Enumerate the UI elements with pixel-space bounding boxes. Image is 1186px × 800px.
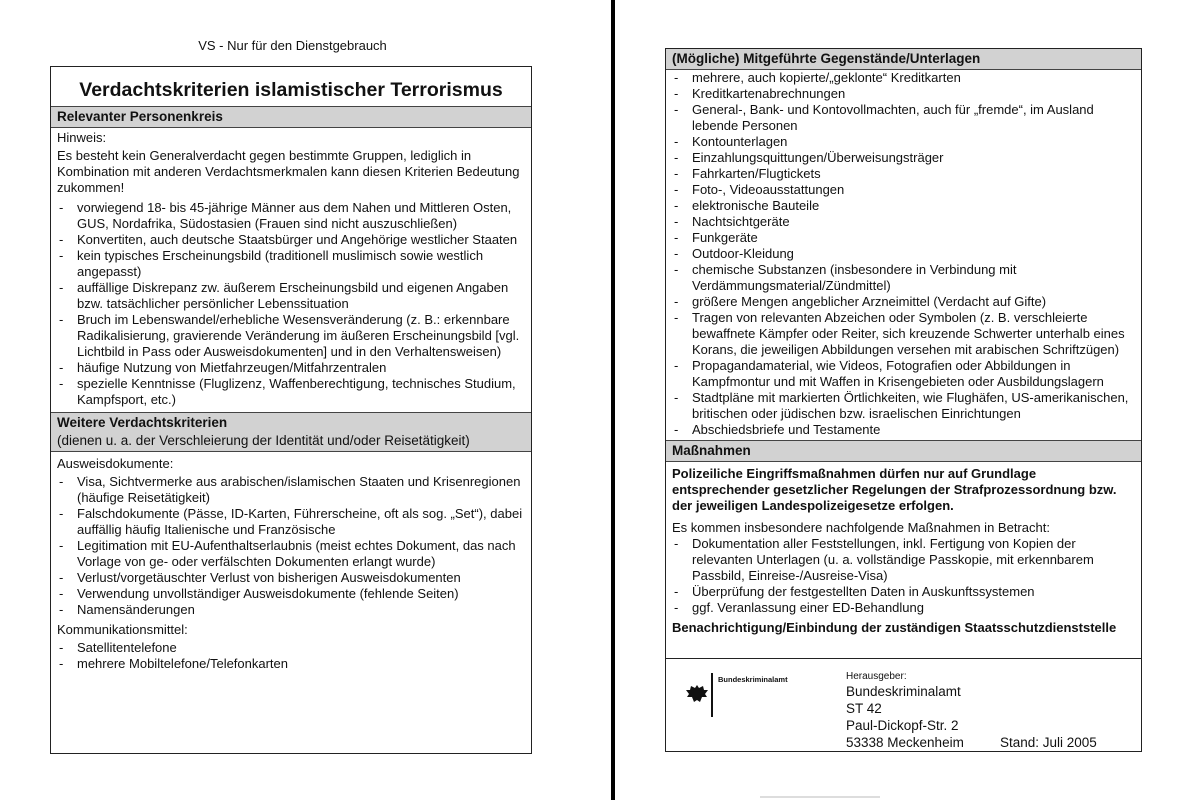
page-divider bbox=[611, 0, 615, 800]
massnahmen-closing: Benachrichtigung/Einbindung der zuständigen Staatsschutzdienststelle bbox=[672, 620, 1117, 635]
hinweis-text: Es besteht kein Generalverdacht gegen bestimmte Gruppen, lediglich in Kombination mit anderen Verdachtsmerkmalen kann diesen Kriterien Bedeutung zukommen! bbox=[57, 148, 520, 195]
list-item: - General-, Bank- und Kontovollmachten, auch für „fremde“, im Ausland lebende Personen bbox=[672, 102, 1135, 134]
list-item: - Outdoor-Kleidung bbox=[672, 246, 1135, 262]
list-item: - Visa, Sichtvermerke aus arabischen/islamischen Staaten und Krisenregionen (häufige Reisetätigkeit) bbox=[57, 474, 525, 506]
weitere-subheading: (dienen u. a. der Verschleierung der Identität und/oder Reisetätigkeit) bbox=[57, 433, 470, 448]
hinweis-label: Hinweis: bbox=[57, 130, 107, 145]
section-heading-massnahmen: Maßnahmen bbox=[666, 440, 1141, 462]
list-item: - Stadtpläne mit markierten Örtlichkeiten, wie Flughäfen, US-amerikanischen, britischen oder jüdischen bzw. israelischen Einrichtungen bbox=[672, 390, 1135, 422]
classification-note: VS - Nur für den Dienstgebrauch bbox=[198, 38, 387, 53]
massnahmen-list bbox=[672, 536, 1135, 616]
section-heading-personenkreis: Relevanter Personenkreis bbox=[51, 106, 531, 128]
list-item: - Foto-, Videoausstattungen bbox=[672, 182, 1135, 198]
list-item: - spezielle Kenntnisse (Fluglizenz, Waffenberechtigung, technisches Studium, Kampfsport, etc.) bbox=[57, 376, 525, 408]
federal-eagle-icon bbox=[684, 683, 710, 705]
section-massnahmen bbox=[666, 462, 1141, 640]
list-item: - Funkgeräte bbox=[672, 230, 1135, 246]
bka-logo-text: Bundeskriminalamt bbox=[718, 675, 788, 684]
ausweis-list bbox=[57, 474, 525, 618]
section-personenkreis bbox=[51, 128, 531, 410]
list-item: - Kontounterlagen bbox=[672, 134, 1135, 150]
list-item: - Konvertiten, auch deutsche Staatsbürger und Angehörige westlicher Staaten bbox=[57, 232, 525, 248]
document-title: Verdachtskriterien islamistischer Terrorismus bbox=[79, 79, 503, 101]
list-item: - Tragen von relevanten Abzeichen oder Symbolen (z. B. verschleierte bewaffnete Kämpfer oder Reiter, sich kreuzende Schwerter unterhalb eines Korans, die jeweiligen Abbildungen versehen mit arabischen Schriftzügen) bbox=[672, 310, 1135, 358]
list-item: - häufige Nutzung von Mietfahrzeugen/Mitfahrzentralen bbox=[57, 360, 525, 376]
list-item: - elektronische Bauteile bbox=[672, 198, 1135, 214]
list-item: - Falschdokumente (Pässe, ID-Karten, Führerscheine, oft als sog. „Set“), dabei auffällig häufig Italienische und Französische bbox=[57, 506, 525, 538]
komm-label: Kommunikationsmittel: bbox=[57, 622, 188, 637]
massnahmen-intro: Es kommen insbesondere nachfolgende Maßnahmen in Betracht: bbox=[672, 520, 1050, 535]
personenkreis-list bbox=[57, 200, 525, 408]
scan-artifact bbox=[760, 796, 880, 798]
publisher-line: Bundeskriminalamt bbox=[846, 684, 961, 699]
list-item: - Einzahlungsquittungen/Überweisungsträger bbox=[672, 150, 1135, 166]
list-item: - Verlust/vorgetäuschter Verlust von bisherigen Ausweisdokumenten bbox=[57, 570, 525, 586]
list-item: - mehrere Mobiltelefone/Telefonkarten bbox=[57, 656, 525, 672]
left-panel bbox=[50, 66, 532, 754]
list-item: - auffällige Diskrepanz zw. äußerem Erscheinungsbild und eigenen Angaben bzw. tatsächlicher persönlicher Lebenssituation bbox=[57, 280, 525, 312]
list-item: - Satellitentelefone bbox=[57, 640, 525, 656]
publisher-line: ST 42 bbox=[846, 701, 882, 716]
massnahmen-bold-paragraph: Polizeiliche Eingriffsmaßnahmen dürfen nur auf Grundlage entsprechender gesetzlicher Regelungen der Strafprozessordnung bzw. der jeweiligen Landespolizeigesetze erfolgen. bbox=[672, 466, 1117, 513]
publisher-line: 53338 Meckenheim bbox=[846, 735, 964, 750]
list-item: - Überprüfung der festgestellten Daten in Auskunftssystemen bbox=[672, 584, 1135, 600]
weitere-heading: Weitere Verdachtskriterien bbox=[57, 415, 228, 430]
gegenstaende-list bbox=[672, 70, 1135, 438]
list-item: - größere Mengen angeblicher Arzneimittel (Verdacht auf Gifte) bbox=[672, 294, 1135, 310]
publisher-footer bbox=[666, 658, 1141, 751]
list-item: - Abschiedsbriefe und Testamente bbox=[672, 422, 1135, 438]
list-item: - Propagandamaterial, wie Videos, Fotografien oder Abbildungen in Kampfmontur und mit Waffen in Krisengebieten oder Ausbildungslagern bbox=[672, 358, 1135, 390]
list-item: - Kreditkartenabrechnungen bbox=[672, 86, 1135, 102]
list-item: - Fahrkarten/Flugtickets bbox=[672, 166, 1135, 182]
stand-date: Stand: Juli 2005 bbox=[1000, 735, 1097, 750]
list-item: - chemische Substanzen (insbesondere in Verbindung mit Verdämmungsmaterial/Zündmittel) bbox=[672, 262, 1135, 294]
list-item: - vorwiegend 18- bis 45-jährige Männer aus dem Nahen und Mittleren Osten, GUS, Nordafrika, Südostasien (Frauen sind nicht auszuschließen) bbox=[57, 200, 525, 232]
list-item: - Bruch im Lebenswandel/erhebliche Wesensveränderung (z. B.: erkennbare Radikalisierung, gravierende Veränderung im äußeren Erscheinungsbild [vgl. Lichtbild in Pass oder Ausweisdokumenten] und in den Verhaltensweisen) bbox=[57, 312, 525, 360]
list-item: - ggf. Veranlassung einer ED-Behandlung bbox=[672, 600, 1135, 616]
ausweis-label: Ausweisdokumente: bbox=[57, 456, 174, 471]
list-item: - Dokumentation aller Feststellungen, inkl. Fertigung von Kopien der relevanten Unterlagen (u. a. vollständige Passkopie, mit erkennbarem Passbild, Einreise-/Ausreise-Visa) bbox=[672, 536, 1135, 584]
section-heading-gegenstaende: (Mögliche) Mitgeführte Gegenstände/Unterlagen bbox=[666, 49, 1141, 70]
right-panel bbox=[665, 48, 1142, 752]
publisher-block bbox=[846, 671, 964, 751]
list-item: - Nachtsichtgeräte bbox=[672, 214, 1135, 230]
list-item: - kein typisches Erscheinungsbild (traditionell muslimisch sowie westlich angepasst) bbox=[57, 248, 525, 280]
section-heading-weitere bbox=[51, 412, 531, 452]
komm-list bbox=[57, 640, 525, 672]
publisher-line: Paul-Dickopf-Str. 2 bbox=[846, 718, 959, 733]
section-gegenstaende bbox=[666, 70, 1141, 440]
list-item: - Namensänderungen bbox=[57, 602, 525, 618]
logo-bar bbox=[711, 673, 713, 717]
list-item: - Verwendung unvollständiger Ausweisdokumente (fehlende Seiten) bbox=[57, 586, 525, 602]
section-weitere bbox=[51, 452, 531, 674]
list-item: - mehrere, auch kopierte/„geklonte“ Kreditkarten bbox=[672, 70, 1135, 86]
list-item: - Legitimation mit EU-Aufenthaltserlaubnis (meist echtes Dokument, das nach Vorlage von ge- oder verfälschten Dokumenten erlangt wurde) bbox=[57, 538, 525, 570]
publisher-label: Herausgeber: bbox=[846, 671, 907, 682]
